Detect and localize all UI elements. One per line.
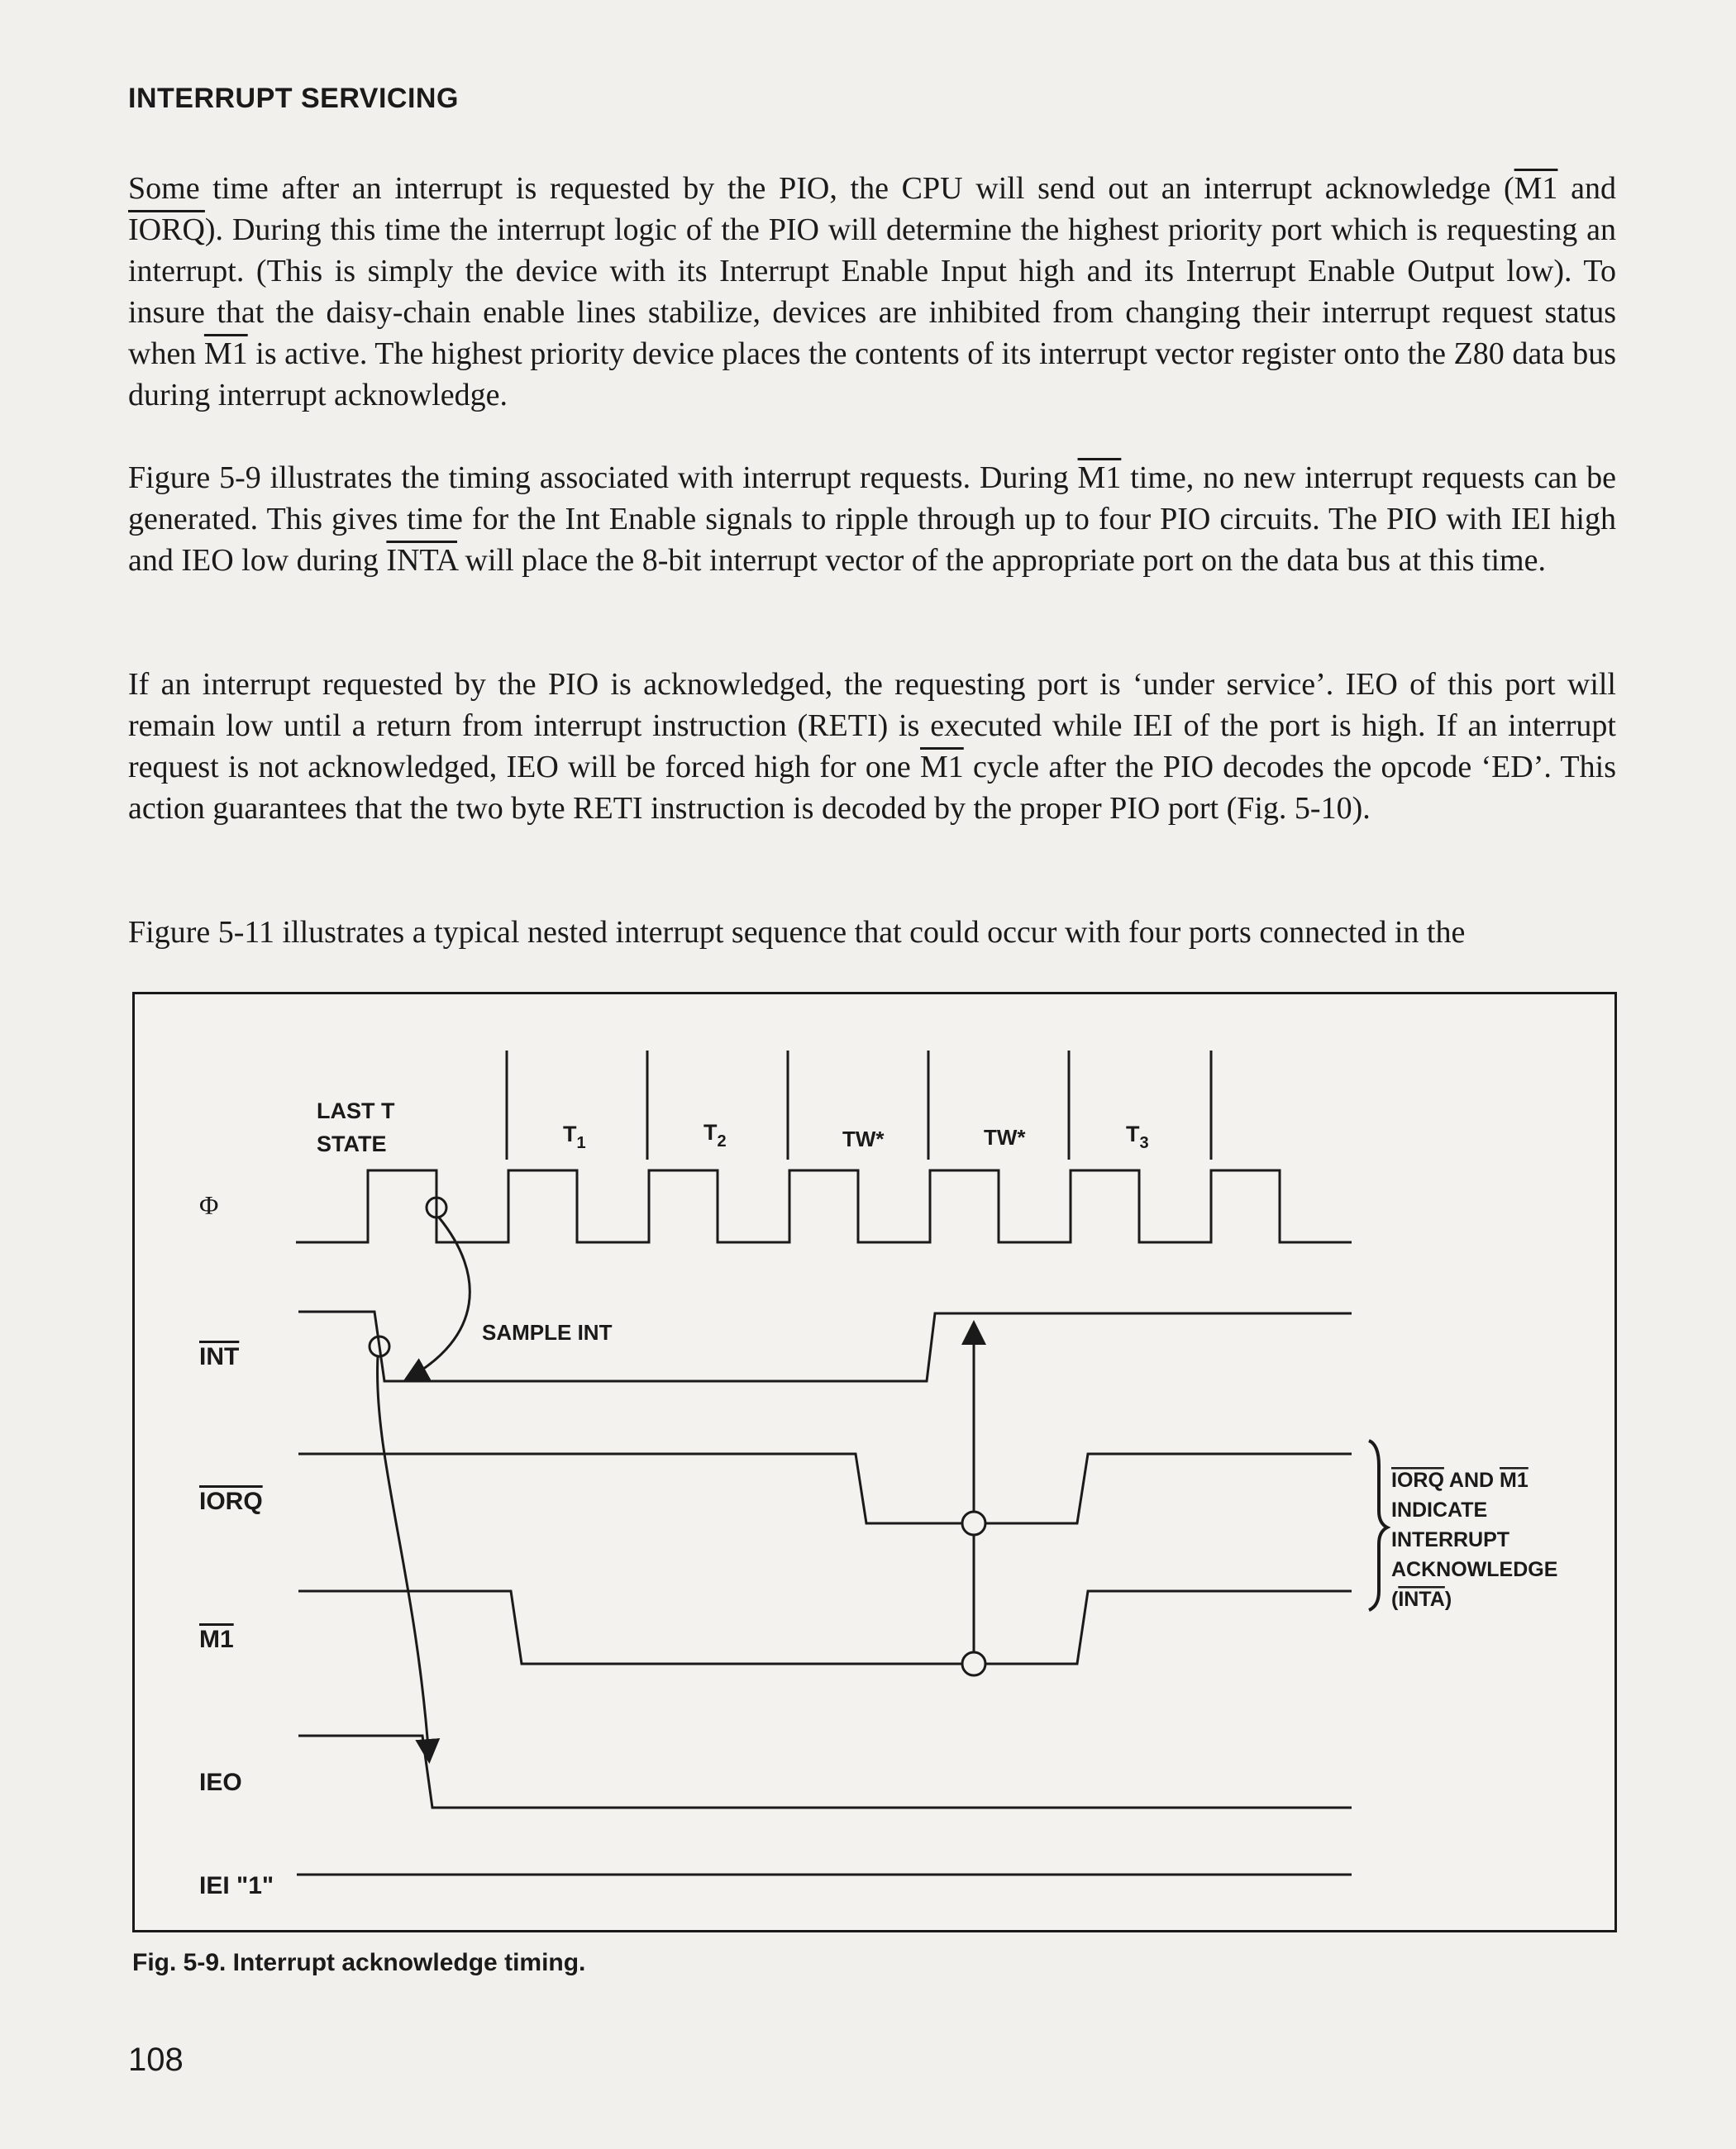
t1-state-label: $T_1$ — [563, 1122, 586, 1152]
page-number: 108 — [128, 2042, 184, 2078]
figure-caption: Fig. 5-9. Interrupt acknowledge timing. — [132, 1949, 586, 1976]
acknowledge-annotation: ACKNOWLEDGE — [1391, 1558, 1558, 1581]
last-t-state-label: STATE — [317, 1132, 387, 1156]
paragraph-text: will place the 8-bit interrupt vector of the appropriate port on the data bus at this time. — [457, 543, 1546, 578]
paragraph-4 — [128, 912, 1616, 953]
int-to-ieo-arrow — [378, 1356, 429, 1759]
ieo-waveform — [298, 1736, 1352, 1808]
int-signal-label: INT — [199, 1343, 240, 1370]
ieo-signal-label: IEO — [199, 1769, 242, 1796]
m1-waveform — [298, 1591, 1352, 1664]
iorq-point-marker — [962, 1512, 985, 1535]
paragraph-text: is active. The highest priority device places the contents of its interrupt vector register onto the Z80 data bus during interrupt acknowledge. — [128, 336, 1616, 412]
tw-state-label: TW* — [842, 1127, 885, 1151]
phi-signal-label: Φ — [199, 1190, 219, 1220]
m1-signal-overlined: M1 — [203, 336, 248, 371]
tw-state-label: TW* — [984, 1125, 1026, 1150]
paragraph-text: cycle after the PIO decodes the opcode ‘ED’. This action guarantees that the two byte RETI instruction is decoded by the proper PIO port (Fig. 5-10). — [128, 750, 1616, 826]
paragraph-text: time, no new interrupt requests can be generated. This gives time for the Int Enable signals to ripple through up to four PIO circuits. The PIO with IEI high and IEO low during — [128, 460, 1616, 578]
m1-signal-overlined: M1 — [1077, 460, 1122, 495]
paragraph-2 — [128, 457, 1616, 581]
iorq-waveform — [298, 1454, 1352, 1523]
m1-point-marker — [962, 1652, 985, 1675]
m1-signal-overlined: M1 — [920, 750, 964, 784]
m1-signal-label: M1 — [199, 1626, 234, 1653]
paragraph-text: ). During this time the interrupt logic of the PIO will determine the highest priority port which is requesting an interrupt. (This is simply the device with its Interrupt Enable Input high and its Interrupt Enable Output low). To insure that the daisy-chain enable lines stabilize, devices are inhibited from changing their interrupt request status when — [128, 212, 1616, 371]
iorq-and-m1-annotation: IORQ AND M1 — [1391, 1469, 1529, 1492]
t3-state-label: $T_3$ — [1126, 1122, 1149, 1152]
timing-diagram-figure — [132, 992, 1617, 1932]
paragraph-1 — [128, 168, 1616, 416]
clock-waveform — [296, 1170, 1352, 1242]
m1-signal-overlined: M1 — [1514, 171, 1558, 206]
paragraph-text: and — [1557, 171, 1617, 206]
inta-brace — [1369, 1441, 1387, 1610]
page-heading: INTERRUPT SERVICING — [128, 83, 459, 114]
paragraph-text: Some time after an interrupt is requested by the PIO, the CPU will send out an interrupt acknowledge ( — [128, 171, 1514, 206]
inta-signal-overlined: INTA — [386, 543, 458, 578]
paragraph-text: Figure 5-9 illustrates the timing associated with interrupt requests. During — [128, 460, 1078, 495]
iorq-signal-overlined: IORQ — [128, 212, 205, 247]
sample-int-label: SAMPLE INT — [482, 1320, 613, 1345]
paragraph-text: Figure 5-11 illustrates a typical nested interrupt sequence that could occur with four ports connected in the — [128, 915, 1466, 950]
int-waveform — [298, 1312, 1352, 1381]
t2-state-label: $T_2$ — [703, 1120, 727, 1151]
last-t-state-label: LAST T — [317, 1098, 395, 1123]
iei-signal-label: IEI "1" — [199, 1872, 274, 1899]
paragraph-3 — [128, 664, 1616, 829]
timing-diagram — [135, 994, 1619, 1935]
inta-annotation: (INTA) — [1391, 1588, 1452, 1611]
paragraph-text: If an interrupt requested by the PIO is acknowledged, the requesting port is ‘under service’. IEO of this port will remain low until a return from interrupt instruction (RETI) is executed while IEI of the port is high. If an interrupt request is not acknowledged, IEO will be forced high for one — [128, 667, 1616, 784]
indicate-annotation: INDICATE — [1391, 1499, 1488, 1522]
iorq-signal-label: IORQ — [199, 1488, 263, 1515]
interrupt-annotation: INTERRUPT — [1391, 1528, 1510, 1551]
